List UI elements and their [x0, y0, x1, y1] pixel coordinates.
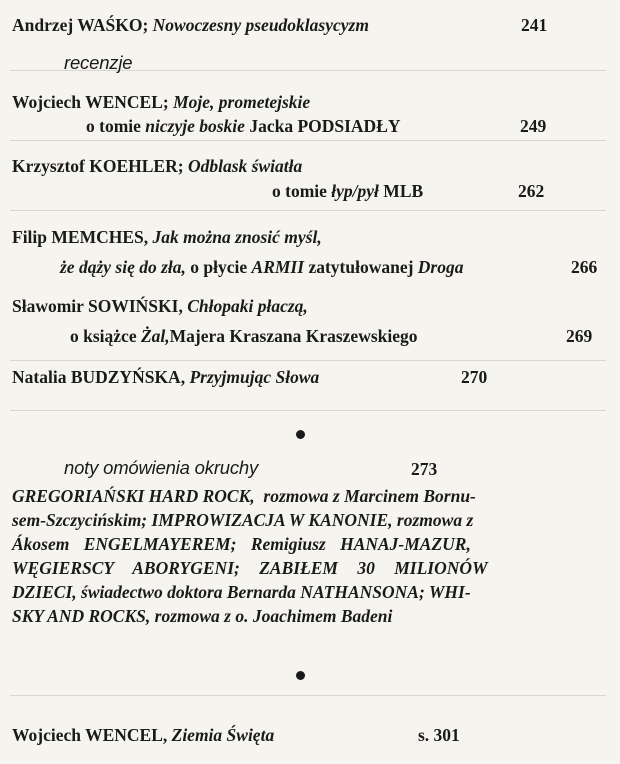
bleed-through-line [10, 210, 606, 211]
toc-author: Natalia BUDZYŃSKA, [12, 367, 186, 387]
noty-title: DZIECI, [12, 582, 77, 602]
toc-work-title: Żal, [140, 326, 170, 346]
toc-title: Przyjmując Słowa [189, 367, 320, 387]
toc-author: Wojciech WENCEL; [12, 92, 169, 112]
toc-author: Filip MEMCHES, [12, 227, 149, 247]
toc-work-title: Droga [417, 257, 464, 277]
toc-text: Majera Kraszana Kraszewskiego [169, 326, 418, 346]
toc-entry-wencel-line2 [86, 115, 401, 137]
toc-entry-memches-line1 [12, 226, 322, 248]
toc-title: Ziemia Święta [171, 725, 275, 745]
toc-title: Odblask światła [187, 156, 303, 176]
toc-page-number: 269 [566, 326, 593, 346]
noty-desc: Remigiusz [250, 534, 326, 554]
toc-title: Nowoczesny pseudoklasycyzm [152, 15, 369, 35]
section-heading-noty: noty omówienia okruchy [64, 457, 259, 478]
toc-entry-sowinski-line1 [12, 295, 308, 317]
toc-entry-wasko [12, 14, 369, 36]
bleed-through-line [10, 360, 606, 361]
noty-title: SKY AND ROCKS, [12, 606, 151, 626]
toc-title: Chłopaki płaczą, [187, 296, 308, 316]
toc-work-title: łyp/pył [331, 181, 379, 201]
toc-author: Andrzej WAŚKO; [12, 15, 149, 35]
noty-desc: rozmowa z [396, 510, 474, 530]
toc-text: MLB [383, 181, 424, 201]
noty-title: WĘGIERSCY [12, 558, 114, 578]
noty-text-line [12, 509, 473, 531]
section-heading-recenzje: recenzje [64, 52, 133, 73]
section-separator-dot [296, 430, 305, 439]
noty-title: 30 [357, 558, 375, 578]
noty-title: HANAJ-MAZUR, [340, 534, 471, 554]
noty-desc: sem-Szczycińskim; [12, 510, 148, 530]
noty-title: MILIONÓW [394, 558, 488, 578]
toc-page-number: 273 [411, 459, 438, 479]
noty-title: ABORYGENI; [132, 558, 240, 578]
noty-desc: Ákosem [12, 534, 70, 554]
toc-author: Krzysztof KOEHLER; [12, 156, 184, 176]
toc-page-number: 249 [520, 116, 547, 136]
toc-title: że dąży się do zła, [60, 257, 186, 277]
toc-page-number: 241 [521, 15, 548, 35]
noty-text-line [12, 557, 488, 579]
noty-title: IMPROWIZACJA W KANONIE, [151, 510, 393, 530]
toc-text: o książce [70, 326, 137, 346]
bleed-through-line [10, 695, 606, 696]
noty-text-line [12, 581, 471, 603]
noty-text-line [12, 605, 392, 627]
toc-page-number: s. 301 [418, 725, 460, 745]
noty-title: WHI- [428, 582, 471, 602]
toc-entry-wencel-line1 [12, 91, 310, 113]
toc-title: Moje, prometejskie [173, 92, 311, 112]
toc-entry-memches-line2 [60, 256, 464, 278]
toc-text: o tomie [272, 181, 327, 201]
noty-text-line [12, 533, 471, 555]
noty-title: GREGORIAŃSKI HARD ROCK, [12, 486, 255, 506]
toc-text: zatytułowanej [308, 257, 414, 277]
toc-entry-wencel-ziemia [12, 724, 274, 746]
noty-title: ENGELMAYEREM; [83, 534, 237, 554]
section-separator-dot [296, 671, 305, 680]
noty-desc: rozmowa z Marcinem Bornu- [263, 486, 476, 506]
toc-text: o tomie [86, 116, 141, 136]
bleed-through-line [10, 140, 606, 141]
toc-entry-budzynska [12, 366, 319, 388]
toc-band-name: ARMII [251, 257, 305, 277]
toc-text: Jacka PODSIADŁY [249, 116, 401, 136]
toc-text: o płycie [190, 257, 248, 277]
noty-title: ZABIŁEM [259, 558, 338, 578]
toc-entry-koehler-line2 [272, 180, 423, 202]
toc-entry-koehler-line1 [12, 155, 302, 177]
bleed-through-line [10, 410, 606, 411]
toc-page-number: 266 [571, 257, 598, 277]
noty-desc: rozmowa z o. Joachimem Badeni [154, 606, 393, 626]
toc-author: Wojciech WENCEL, [12, 725, 168, 745]
toc-page-number: 262 [518, 181, 545, 201]
toc-entry-sowinski-line2 [70, 325, 418, 347]
noty-text-line [12, 485, 476, 507]
toc-page-number: 270 [461, 367, 488, 387]
toc-work-title: niczyje boskie [145, 116, 245, 136]
noty-desc: świadectwo doktora Bernarda NATHANSONA; [81, 582, 425, 602]
toc-title: Jak można znosić myśl, [152, 227, 322, 247]
toc-author: Sławomir SOWIŃSKI, [12, 296, 183, 316]
